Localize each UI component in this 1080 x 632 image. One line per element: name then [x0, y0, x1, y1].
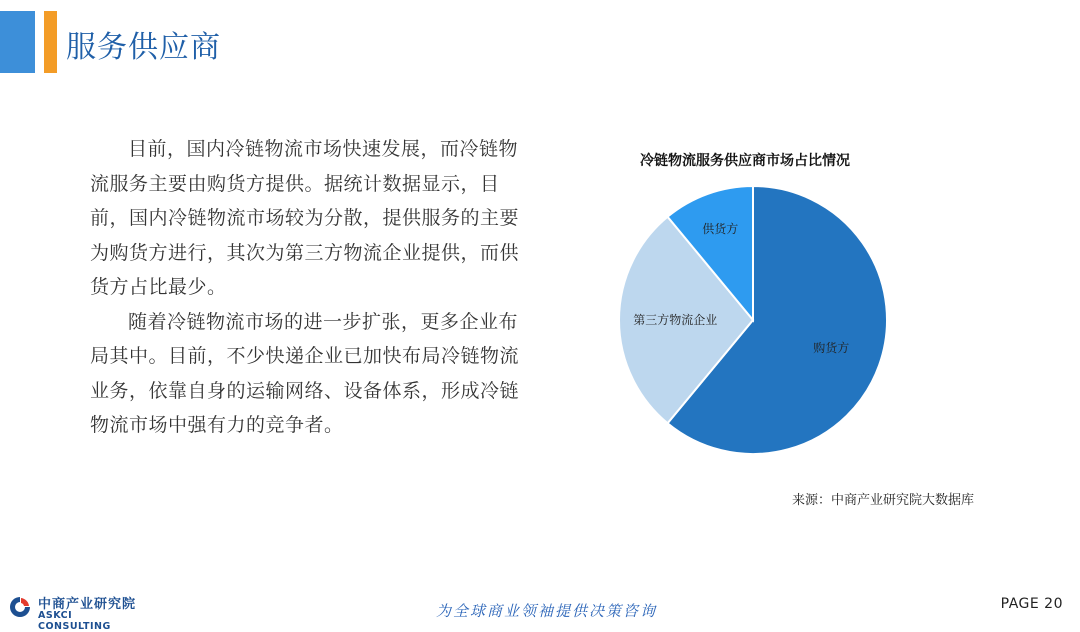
paragraph-1: 目前，国内冷链物流市场快速发展，而冷链物流服务主要由购货方提供。据统计数据显示，目前，国内冷链物流市场较为分散，提供服务的主要为购货方进行，其次为第三方物流企业提供，而供货方占比最少。: [90, 138, 520, 298]
header-accent-blue: [0, 11, 35, 73]
page-title: 服务供应商: [66, 30, 221, 65]
pie-chart-svg: [600, 170, 920, 470]
pie-chart: [600, 170, 920, 470]
body-text: [90, 132, 530, 443]
page-number: PAGE 20: [1000, 596, 1063, 612]
logo-icon: [8, 595, 32, 619]
pie-label-1: 购货方: [813, 341, 850, 356]
pie-label-2: 第三方物流企业: [633, 313, 718, 327]
company-logo: [8, 593, 148, 632]
pie-label-3: 供货方: [702, 222, 739, 237]
logo-text-cn: 中商产业研究院: [38, 597, 137, 612]
source-note: 来源：中商产业研究院大数据库: [792, 493, 975, 508]
footer-slogan: 为全球商业领袖提供决策咨询: [436, 602, 658, 620]
header-accent-orange: [44, 11, 57, 73]
chart-title: 冷链物流服务供应商市场占比情况: [640, 153, 850, 169]
logo-text-en: ASKCI CONSULTING: [38, 610, 111, 632]
paragraph-2: 随着冷链物流市场的进一步扩张，更多企业布局其中。目前，不少快递企业已加快布局冷链物流业务，依靠自身的运输网络、设备体系，形成冷链物流市场中强有力的竞争者。: [90, 310, 520, 436]
